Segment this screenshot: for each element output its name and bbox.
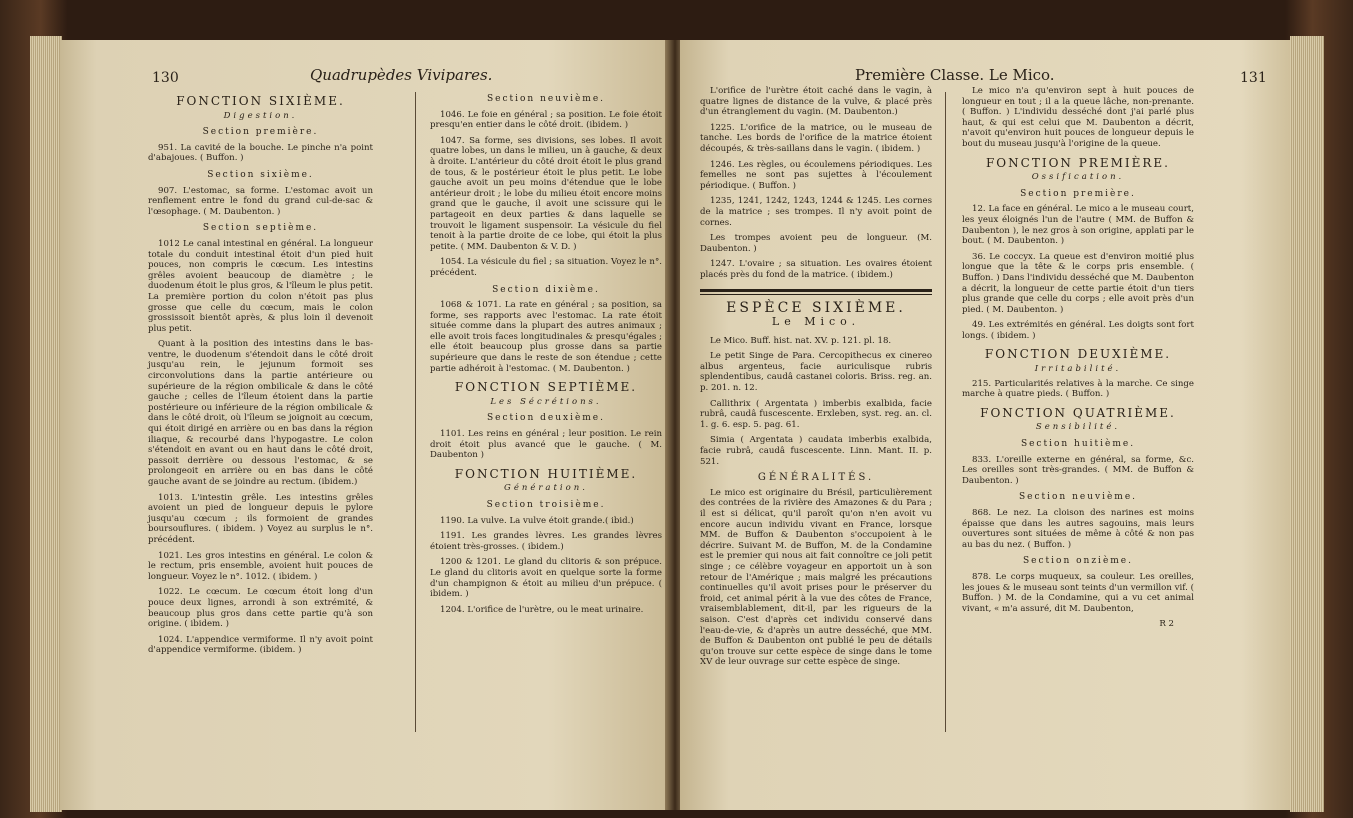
paragraph: 1022. Le cœcum. Le cœcum étoit long d'un pouce deux lignes, arrondi à son extrémité, & beaucoup plus gros dans cette partie qu'à son origine. ( ibidem. ) bbox=[148, 587, 373, 630]
paragraph: 1235, 1241, 1242, 1243, 1244 & 1245. Les cornes de la matrice ; ses trompes. Il n'y avoit point de cornes. bbox=[700, 196, 932, 228]
section-heading: Section troisième. bbox=[486, 500, 606, 510]
right-column-1 bbox=[700, 86, 932, 673]
subheading: Les Sécrétions. bbox=[490, 396, 602, 407]
paragraph: 833. L'oreille externe en général, sa forme, &c. Les oreilles sont très-grandes. ( MM. de Buffon & Daubenton. ) bbox=[962, 454, 1194, 486]
page-header: Quadrupèdes Vivipares. bbox=[310, 66, 493, 84]
paragraph: 1191. Les grandes lèvres. Les grandes lèvres étoient très-grosses. ( ibidem.) bbox=[430, 531, 662, 552]
section-heading: FONCTION QUATRIÈME. bbox=[980, 405, 1176, 420]
paragraph: Quant à la position des intestins dans le bas-ventre, le duodenum s'étendoit dans le côté droit jusqu'au rein, le jejunum formoit ses circonvolutions dans la partie antérieure ou supérieure de la région ombilicale & dans le côté gauche ; celles de l'îleum étoient dans la partie postérieure ou inférieure de la région ombilicale & dans le côté droit, où l'îleum se joignoit au cœcum, qui étoit dirigé en arrière ou en bas dans la région iliaque, & recourbé dans l'hypogastre. Le colon s'étendoit en avant ou en haut dans le côté droit, passoit derrière ou dessous l'estomac, & se prolongeoit en arrière ou en bas dans le côté gauche avant de se joindre au rectum. (ibidem.) bbox=[148, 339, 373, 487]
right-column-2 bbox=[962, 86, 1194, 630]
paragraph: 1024. L'appendice vermiforme. Il n'y avoit point d'appendice vermiforme. (ibidem. ) bbox=[148, 634, 373, 656]
section-heading: Section huitième. bbox=[1020, 439, 1136, 450]
section-heading: FONCTION HUITIÈME. bbox=[454, 466, 638, 481]
paragraph: Le mico n'a qu'environ sept à huit pouces de longueur en tout ; il a la queue lâche, non-prenante. ( Buffon. ) L'individu desséché dont j'ai parlé plus haut, & qui est celui que M. Daubenton a décrit, n'avoit qu'environ huit pouces de longueur depuis le bout du museau jusqu'à l'origine de la queue. bbox=[962, 86, 1194, 149]
paragraph: 1021. Les gros intestins en général. Le colon & le rectum, pris ensemble, avoient huit pouces de longueur. Voyez le n°. 1012. ( ibidem. ) bbox=[148, 550, 373, 582]
section-heading: GÉNÉRALITÉS. bbox=[757, 472, 875, 484]
column-rule bbox=[415, 92, 416, 732]
paragraph: 1101. Les reins en général ; leur position. Le rein droit étoit plus avancé que le gauche. ( M. Daubenton ) bbox=[430, 429, 662, 461]
paragraph: 49. Les extrémités en général. Les doigts sont fort longs. ( ibidem. ) bbox=[962, 320, 1194, 341]
section-heading: Section deuxième. bbox=[487, 413, 605, 424]
right-page bbox=[680, 40, 1290, 810]
section-heading: Section onzième. bbox=[1023, 556, 1133, 567]
paragraph: 1225. L'orifice de la matrice, ou le museau de tanche. Les bords de l'orifice de la matrice étoient découpés, & très-saillans dans le vagin. ( ibidem. ) bbox=[700, 122, 932, 154]
paragraph: 12. La face en général. Le mico a le museau court, les yeux éloignés l'un de l'autre ( MM. de Buffon & Daubenton ), le nez gros à son origine, applati par le bout. ( M. Daubenton. ) bbox=[962, 204, 1194, 247]
paragraph: 36. Le coccyx. La queue est d'environ moitié plus longue que la tête & le corps pris ensemble. ( Buffon. ) Dans l'individu desséché que M. Daubenton a décrit, la longueur de cette partie étoit d'un tiers plus grande que celle du corps ; elle avoit près d'un pied. ( M. Daubenton. ) bbox=[962, 251, 1194, 315]
paragraph: Les trompes avoient peu de longueur. (M. Daubenton. ) bbox=[700, 233, 932, 254]
paragraph: 1012 Le canal intestinal en général. La longueur totale du conduit intestinal étoit d'un pied huit pouces, non compris le cœcum. Les intestins grêles avoient beaucoup de diamètre ; le duodenum étoit le plus gros, & l'îleum le plus petit. La première portion du colon n'étoit pas plus grosse que celle du cœcum, mais le colon grossissoit bientôt après, & plus loin il devenoit plus petit. bbox=[148, 238, 373, 334]
section-heading: Section première. bbox=[1020, 188, 1136, 199]
subheading: Irritabilité. bbox=[1034, 364, 1122, 375]
synonym: Le petit Singe de Para. Cercopithecus ex cinereo albus argenteus, facie auriculisque rubris splendentibus, caudâ castanei coloris. Briss. reg. an. p. 201. n. 12. bbox=[700, 351, 932, 394]
subheading: Digestion. bbox=[223, 110, 298, 121]
page-number: 130 bbox=[152, 70, 179, 86]
paragraph: Le mico est originaire du Brésil, particulièrement des contrées de la rivière des Amazones & du Para ; il est si délicat, qu'il paroît qu'on n'en avoit vu encore aucun individu vivant en France, lorsque MM. de Buffon & Daubenton s'occupoient à le décrire. Suivant M. de Buffon, M. de la Condamine est le premier qui nous ait fait connoître ce joli petit singe ; ce célèbre voyageur en apportoit un à son retour de l'Amérique ; mais malgré les précautions continuelles qu'il avoit prises pour le préserver du froid, cet animal périt à la vue des côtes de France, vraisemblablement, dit-il, par les rigueurs de la saison. C'est d'après cet individu conservé dans l'eau-de-vie, & d'après un autre desséché, que MM. de Buffon & Daubenton ont publié le peu de détails qu'on trouve sur cette espèce de singe dans le tome XV de leur ouvrage sur cette espèce de singe. bbox=[700, 487, 932, 668]
subheading: Ossification. bbox=[1031, 172, 1125, 183]
section-heading: Section septième. bbox=[202, 223, 319, 234]
subheading: Sensibilité. bbox=[1035, 422, 1121, 433]
page-number: 131 bbox=[1240, 70, 1267, 86]
subheading: Génération. bbox=[504, 483, 588, 494]
paragraph: 1068 & 1071. La rate en général ; sa position, sa forme, ses rapports avec l'estomac. La rate étoit située comme dans la plupart des autres animaux ; elle avoit trois faces longitudinales & presqu'égales ; elle étoit beaucoup plus grosse dans sa partie supérieure que dans le reste de son étendue ; cette partie adhéroit à l'estomac. ( M. Daubenton. ) bbox=[430, 300, 662, 374]
paragraph: 215. Particularités relatives à la marche. Ce singe marche à quatre pieds. ( Buffon. ) bbox=[962, 378, 1194, 400]
synonym: Simia ( Argentata ) caudata imberbis exalbida, facie rubrâ, caudâ fuscescente. Linn. Mant. II. p. 521. bbox=[700, 435, 932, 467]
paragraph: 1190. La vulve. La vulve étoit grande.( ibid.) bbox=[440, 515, 634, 526]
double-rule bbox=[700, 289, 932, 295]
signature-mark: R 2 bbox=[1159, 619, 1174, 630]
paragraph: 907. L'estomac, sa forme. L'estomac avoit un renflement entre le fond du grand cul-de-sac & l'œsophage. ( M. Daubenton. ) bbox=[148, 185, 373, 217]
species-title: ESPÈCE SIXIÈME. bbox=[726, 299, 906, 316]
section-heading: Section sixième. bbox=[207, 169, 314, 180]
section-heading: Section neuvième. bbox=[1018, 492, 1138, 503]
left-page-edges bbox=[30, 36, 62, 812]
paragraph: 1047. Sa forme, ses divisions, ses lobes. Il avoit quatre lobes, un dans le milieu, un à gauche, & deux à droite. L'antérieur du côté droit étoit le plus grand de tous, & le postérieur étoit le plus petit. Le lobe gauche avoit un peu moins d'étendue que le lobe antérieur droit ; le lobe du milieu étoit encore moins grand que le gauche, il avoit une scissure qui le partageoit en deux parties & dans laquelle se trouvoit le ligament suspensoir. La vésicule du fiel tenoit à la partie droite de ce lobe, qui étoit la plus petite. ( MM. Daubenton & V. D. ) bbox=[430, 135, 662, 252]
synonym: Le Mico. Buff. hist. nat. XV. p. 121. pl. 18. bbox=[710, 335, 892, 346]
section-heading: Section dixième. bbox=[492, 284, 600, 295]
left-column-2 bbox=[430, 88, 662, 620]
species-name: Le Mico. bbox=[771, 315, 861, 329]
paragraph: 1054. La vésicule du fiel ; sa situation. Voyez le n°. précédent. bbox=[430, 257, 662, 278]
paragraph: L'orifice de l'urètre étoit caché dans le vagin, à quatre lignes de distance de la vulve, & placé près d'un étranglement du vagin. (M. Daubenton.) bbox=[700, 86, 932, 118]
left-column-1 bbox=[148, 88, 373, 661]
paragraph: 1247. L'ovaire ; sa situation. Les ovaires étoient placés près du fond de la matrice. ( ibidem.) bbox=[700, 259, 932, 280]
section-heading: Section première. bbox=[202, 127, 319, 138]
paragraph: 868. Le nez. La cloison des narines est moins épaisse que dans les autres sagouins, mais leurs ouvertures sont situées de même à côté & non pas au bas du nez. ( Buffon. ) bbox=[962, 508, 1194, 550]
paragraph: 878. Le corps muqueux, sa couleur. Les oreilles, les joues & le museau sont teints d'un vermillon vif. ( Buffon. ) M. de la Condamine, qui a vu cet animal vivant, « m'a assuré, dit M. Daubenton, bbox=[962, 571, 1194, 614]
paragraph: 1200 & 1201. Le gland du clitoris & son prépuce. Le gland du clitoris avoit en quelque sorte la forme d'un champignon & étoit au milieu d'un prépuce. ( ibidem. ) bbox=[430, 557, 662, 600]
paragraph: 1046. Le foie en général ; sa position. Le foie étoit presqu'en entier dans le côté droit. (ibidem. ) bbox=[430, 109, 662, 131]
section-heading: FONCTION SEPTIÈME. bbox=[454, 380, 638, 395]
left-page bbox=[60, 40, 670, 810]
page-header: Première Classe. Le Mico. bbox=[855, 66, 1055, 84]
paragraph: 1204. L'orifice de l'urètre, ou le meat urinaire. bbox=[440, 604, 644, 615]
section-heading: Section neuvième. bbox=[486, 94, 606, 104]
column-rule bbox=[945, 92, 946, 732]
paragraph: 1246. Les règles, ou écoulemens périodiques. Les femelles ne sont pas sujettes à l'écoulement périodique. ( Buffon. ) bbox=[700, 159, 932, 191]
synonym: Callithrix ( Argentata ) imberbis exalbida, facie rubrâ, caudâ fuscescente. Erxleben, syst. reg. an. cl. 1. g. 6. esp. 5. pag. 61. bbox=[700, 398, 932, 430]
paragraph: 951. La cavité de la bouche. Le pinche n'a point d'abajoues. ( Buffon. ) bbox=[148, 142, 373, 164]
section-heading: FONCTION SIXIÈME. bbox=[176, 94, 345, 108]
paragraph: 1013. L'intestin grêle. Les intestins grêles avoient un pied de longueur depuis le pylore jusqu'au cœcum ; ils formoient de grandes boursouflures. ( ibidem. ) Voyez au surplus le n°. précédent. bbox=[148, 492, 373, 545]
right-page-edges bbox=[1290, 36, 1324, 812]
section-heading: FONCTION PREMIÈRE. bbox=[985, 155, 1170, 170]
section-heading: FONCTION DEUXIÈME. bbox=[984, 347, 1172, 362]
